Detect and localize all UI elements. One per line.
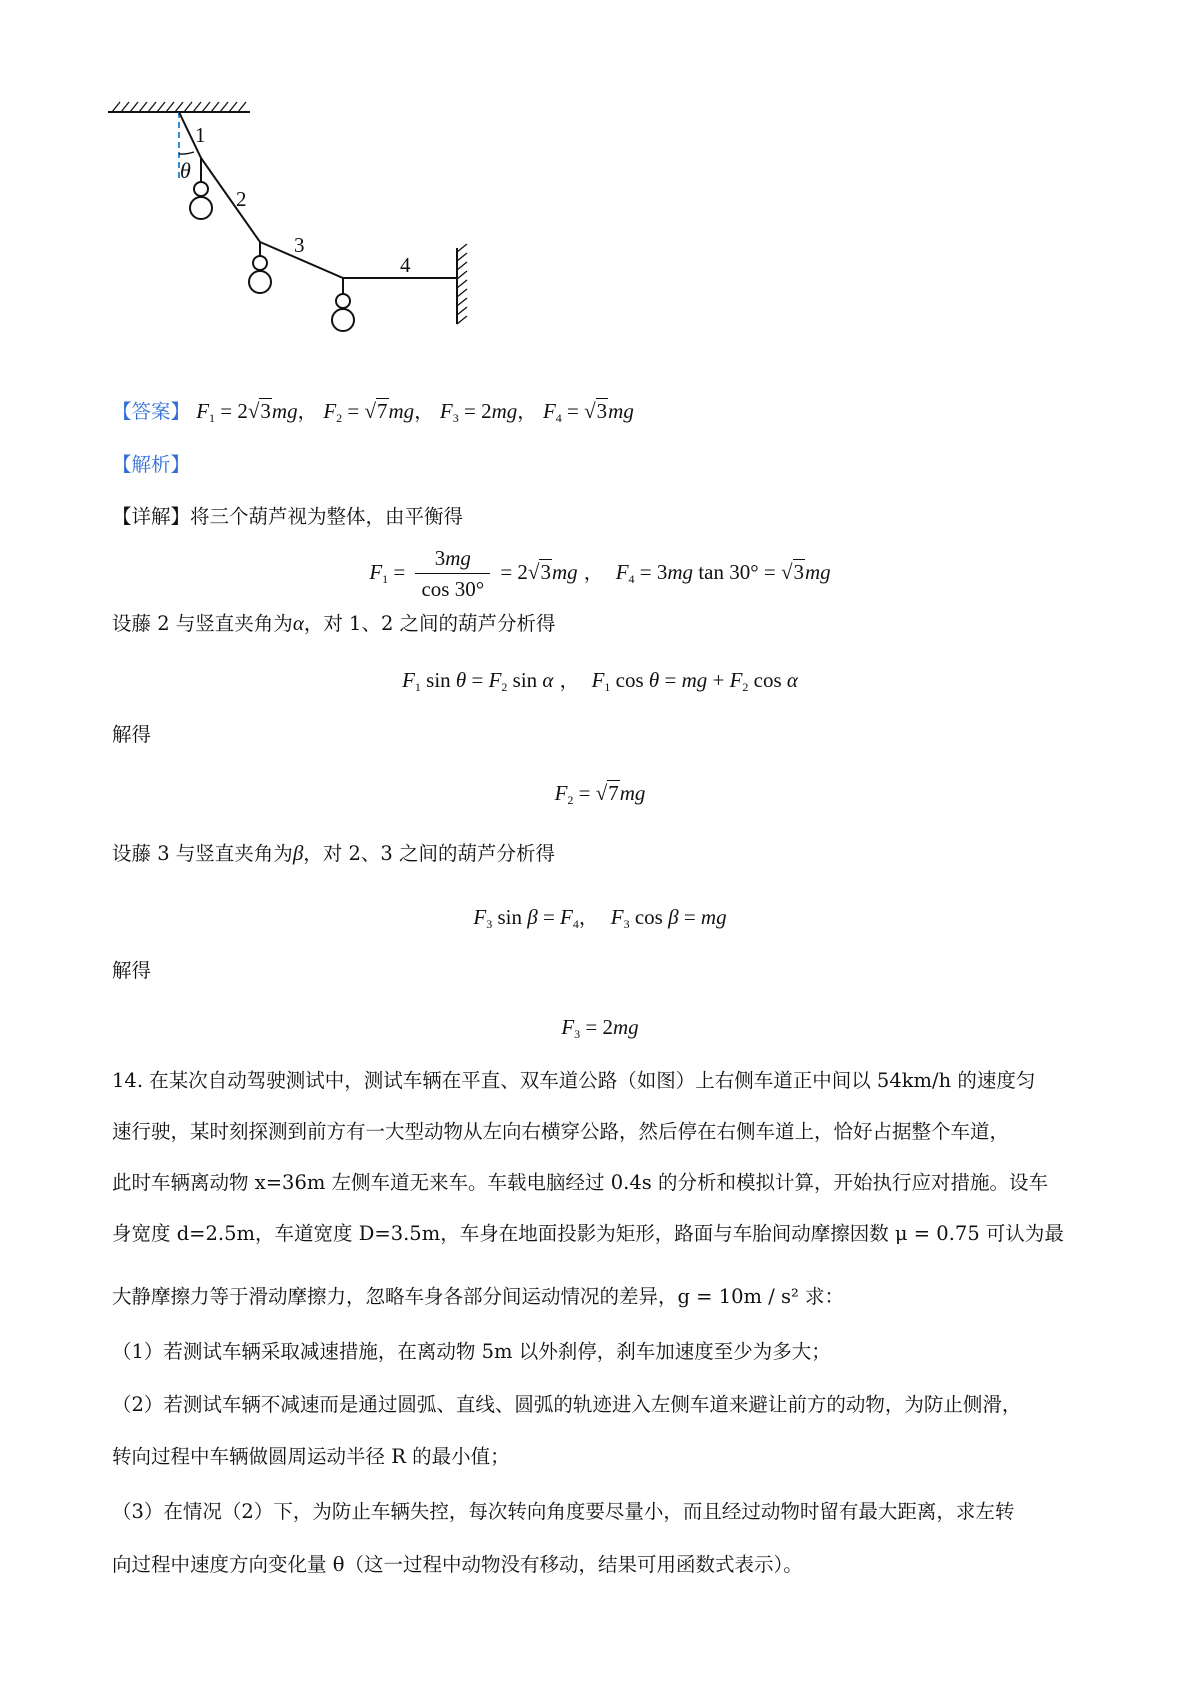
gourd-2: [249, 242, 271, 293]
problem14-line1: 14. 在某次自动驾驶测试中，测试车辆在平直、双车道公路（如图）上右侧车道正中间以 54km/h 的速度匀: [112, 1069, 1036, 1092]
detail-tag: 【详解】: [112, 505, 191, 528]
rope-label-4: 4: [400, 253, 411, 277]
answer-f2: $F_2 = √7mg$: [323, 399, 415, 425]
problem14-line3: 此时车辆离动物 x=36m 左侧车道无来车。车载电脑经过 0.4s 的分析和模拟计算，开始执行应对措施。设车: [112, 1171, 1048, 1194]
equation-f3-f4: $F_3$ $\sin \beta = F_4$， $F_3$ cos β = mg: [473, 905, 727, 931]
problem14-q1: （1）若测试车辆采取减速措施，在离动物 5m 以外刹停，刹车加速度至少为多大；: [112, 1340, 831, 1363]
ceiling: [108, 102, 250, 112]
solve-line-1: 解得: [112, 723, 152, 746]
equation-f2: $F_2 = √7mg$: [554, 781, 646, 807]
problem14-q3b: 向过程中速度方向变化量 θ（这一过程中动物没有移动，结果可用函数式表示）。: [112, 1553, 803, 1576]
solve-line-2: 解得: [112, 959, 152, 982]
gourd-1: [190, 158, 212, 219]
problem14-q3a: （3）在情况（2）下，为防止车辆失控，每次转向角度要尽量小，而且经过动物时留有最大距离，求左转: [112, 1500, 1015, 1523]
problem14-line4: 身宽度 d=2.5m，车道宽度 D=3.5m，车身在地面投影为矩形，路面与车胎间动摩擦因数 μ = 0.75 可认为最: [112, 1222, 1064, 1245]
equation-f1-f4: $F_1$ = $\frac{3mg}{\cos 30^\circ}$ = 2√3mg ， $F_4 = 3mg$ tan 30° = √3mg: [369, 546, 831, 601]
analysis-line: [112, 450, 190, 480]
answer-f3: $F_3 = 2mg$: [439, 399, 518, 425]
problem14-q2b: 转向过程中车辆做圆周运动半径 R 的最小值；: [112, 1445, 510, 1468]
hanging-gourds-figure: [100, 96, 520, 336]
right-wall: [457, 244, 467, 324]
analysis-tag: 【解析】: [112, 453, 191, 476]
rope-label-3: 3: [294, 233, 305, 257]
detail-line: [112, 502, 463, 532]
answer-tag: 【答案】: [112, 400, 191, 423]
equation-f1-f2: $F_1$ $\sin \theta = F_2$ sin α ， $F_1$ cos θ = mg + $F_2$ cos α: [402, 668, 798, 694]
para-alpha: 设藤 2 与竖直夹角为α，对 1、2 之间的葫芦分析得: [112, 611, 556, 635]
problem14-line2: 速行驶，某时刻探测到前方有一大型动物从左向右横穿公路，然后停在右侧车道上，恰好占据整个车道，: [112, 1120, 1010, 1143]
gourd-3: [332, 278, 354, 331]
rope-label-2: 2: [236, 187, 247, 211]
para-beta: 设藤 3 与竖直夹角为β，对 2、3 之间的葫芦分析得: [112, 841, 555, 865]
angle-arc: [179, 152, 194, 154]
problem14-line5: 大静摩擦力等于滑动摩擦力，忽略车身各部分间运动情况的差异，g = 10m / s² 求：: [112, 1285, 845, 1308]
angle-label-theta: θ: [180, 158, 191, 183]
problem14-q2a: （2）若测试车辆不减速而是通过圆弧、直线、圆弧的轨迹进入左侧车道来避让前方的动物，为防止侧滑，: [112, 1393, 1022, 1416]
rope-label-1: 1: [195, 123, 206, 147]
ropes: [179, 112, 457, 278]
equation-f3: $F_3 = 2mg$: [561, 1015, 639, 1041]
answer-f4: $F_4 = √3mg$: [542, 399, 634, 425]
detail-intro: 将三个葫芦视为整体，由平衡得: [190, 505, 464, 528]
answer-f1: $F_1 = 2√3mg$: [196, 399, 298, 425]
answer-line: 【答案】 $F_1 = 2√3mg$， $F_2 = √7mg$， $F_3 = 2mg$， $F_4 = √3mg$: [112, 399, 634, 425]
